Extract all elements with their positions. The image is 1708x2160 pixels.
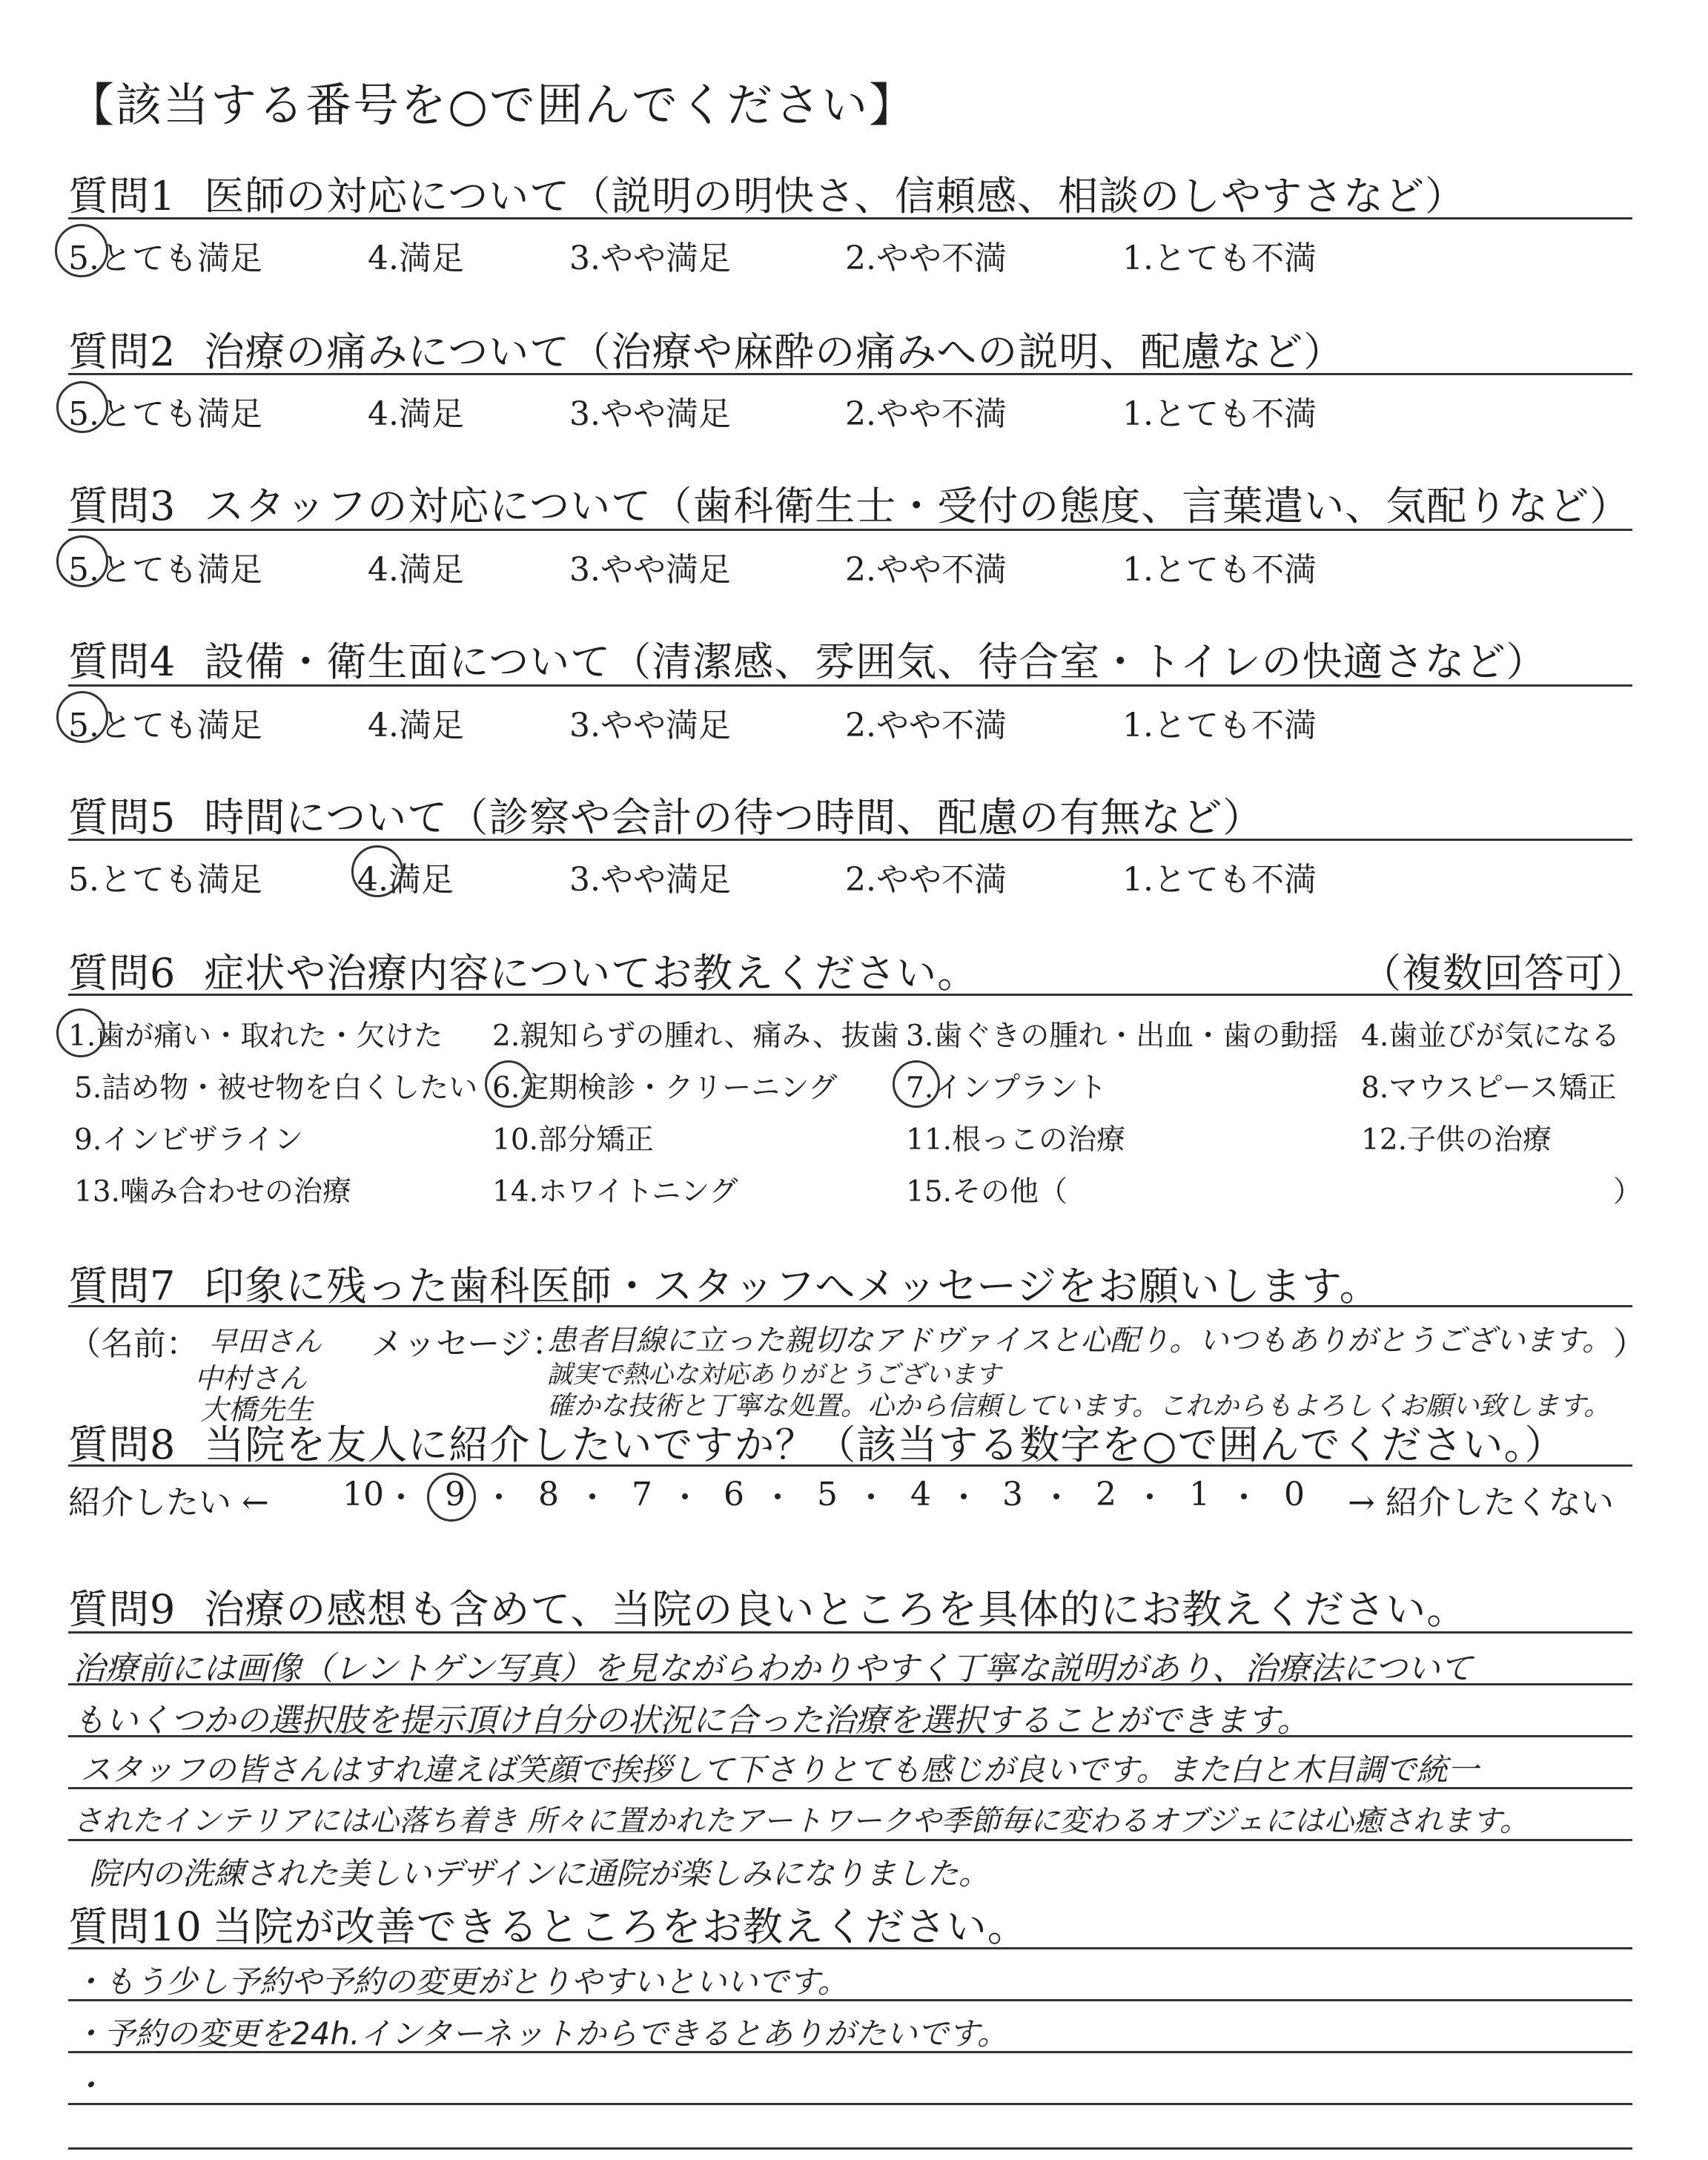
q8-scale-0[interactable]: 0 [1284, 1476, 1305, 1513]
q8-scale-9[interactable]: 9 [445, 1476, 466, 1513]
rule [68, 1305, 1632, 1307]
q6-option-14[interactable]: 14.ホワイトニング [492, 1175, 738, 1209]
q3-option-3[interactable]: 3.やや満足 [569, 551, 731, 589]
question-3-text: スタッフの対応について（歯科衛生士・受付の態度、言葉遣い、気配りなど） [204, 483, 1631, 529]
q3-option-5[interactable]: 5.とても満足 [68, 551, 262, 589]
q7-name-1: 早田さん [209, 1325, 322, 1358]
q4-option-1[interactable]: 1.とても不満 [1122, 707, 1317, 744]
question-3 [68, 475, 1630, 532]
q8-scale-3[interactable]: 3 [1002, 1476, 1023, 1513]
rule [68, 217, 1632, 219]
q8-scale-7[interactable]: 7 [632, 1476, 652, 1513]
question-10 [68, 1895, 1028, 1952]
question-2-text: 治療の痛みについて（治療や麻酔の痛みへの説明、配慮など） [204, 328, 1345, 375]
q7-message-1: 患者目線に立った親切なアドヴァイスと心配り。いつもありがとうございます。 [547, 1324, 1612, 1358]
q8-scale-2[interactable]: 2 [1096, 1476, 1116, 1513]
q9-answer-line-4: されたインテリアには心落ち着き 所々に置かれたアートワークや季節毎に変わるオブジェには心癒されます。 [73, 1804, 1529, 1838]
question-7-label: 質問7 [68, 1263, 176, 1309]
question-4 [68, 630, 1547, 687]
selection-circle [56, 691, 108, 743]
q10-answer-line-2: ・予約の変更を24h.インターネットからできるとありがたいです。 [73, 2015, 1008, 2052]
question-8-text: 当院を友人に紹介したいですか？（該当する数字を○で囲んでください。） [204, 1421, 1566, 1468]
selection-circle [427, 1473, 476, 1522]
q6-option-1[interactable]: 1.歯が痛い・取れた・欠けた [68, 1020, 443, 1053]
q7-close: ） [1613, 1325, 1646, 1363]
scale-separator-dot [682, 1493, 688, 1499]
q6-option-7[interactable]: 7.インプラント [906, 1071, 1108, 1105]
question-4-text: 設備・衛生面について（清潔感、雰囲気、待合室・トイレの快適さなど） [204, 638, 1547, 685]
q3-option-1[interactable]: 1.とても不満 [1122, 551, 1317, 589]
q4-option-5[interactable]: 5.とても満足 [68, 707, 262, 744]
question-2-label: 質問2 [68, 328, 176, 375]
q3-option-4[interactable]: 4.満足 [368, 551, 464, 589]
question-10-text: 当院が改善できるところをお教えください。 [212, 1903, 1028, 1950]
selection-circle [56, 535, 108, 587]
rule [68, 2103, 1632, 2105]
q8-left-label: 紹介したい ← [68, 1484, 269, 1522]
q9-answer-line-1: 治療前には画像（レントゲン写真）を見ながらわかりやすく丁寧な説明があり、治療法について [73, 1650, 1473, 1688]
question-1-text: 医師の対応について（説明の明快さ、信頼感、相談のしやすさなど） [204, 173, 1466, 219]
q5-option-1[interactable]: 1.とても不満 [1122, 861, 1317, 899]
q5-option-4[interactable]: 4.満足 [357, 861, 454, 899]
question-6-note: （複数回答可） [1361, 950, 1646, 997]
question-6 [68, 942, 978, 999]
q2-option-2[interactable]: 2.やや不満 [845, 395, 1007, 433]
q9-answer-line-3: スタッフの皆さんはすれ違えば笑顔で挨拶して下さりとても感じが良いです。また白と木目調で統一 [80, 1751, 1479, 1788]
q1-option-2[interactable]: 2.やや不満 [845, 240, 1007, 277]
scale-separator-dot [775, 1493, 781, 1499]
question-1 [68, 165, 1466, 222]
question-10-label: 質問10 [68, 1903, 202, 1950]
q2-option-1[interactable]: 1.とても不満 [1122, 395, 1317, 433]
q9-answer-line-2: もいくつかの選択肢を提示頂け自分の状況に合った治療を選択することができます。 [73, 1702, 1310, 1740]
q4-option-2[interactable]: 2.やや不満 [845, 707, 1007, 744]
q10-answer-line-1: ・もう少し予約や予約の変更がとりやすいといいです。 [73, 1964, 849, 2000]
rule [68, 1631, 1632, 1634]
question-2 [68, 320, 1344, 377]
q9-answer-line-5: 院内の洗練された美しいデザインに通院が楽しみになりました。 [89, 1855, 990, 1892]
q8-scale-8[interactable]: 8 [538, 1476, 559, 1513]
selection-circle [55, 224, 108, 277]
rule [68, 373, 1632, 375]
form-title: 【該当する番号を○で囲んでください】 [68, 78, 917, 132]
selection-circle [56, 381, 108, 433]
question-3-label: 質問3 [68, 483, 176, 529]
q3-option-2[interactable]: 2.やや不満 [845, 551, 1007, 589]
scale-separator-dot [868, 1493, 874, 1499]
question-1-label: 質問1 [68, 173, 176, 219]
question-5-text: 時間について（診察や会計の待つ時間、配慮の有無など） [204, 794, 1264, 841]
question-8 [68, 1413, 1565, 1470]
q4-option-3[interactable]: 3.やや満足 [569, 707, 731, 744]
q7-message-label: メッセージ： [371, 1325, 565, 1363]
rule [68, 684, 1632, 687]
q1-option-3[interactable]: 3.やや満足 [569, 240, 731, 277]
scale-separator-dot [496, 1493, 502, 1499]
scale-separator-dot [961, 1493, 967, 1499]
q1-option-5[interactable]: 5.とても満足 [68, 240, 262, 277]
q8-right-label: → 紹介したくない [1348, 1484, 1614, 1522]
q6-option-15-close: ） [1613, 1175, 1643, 1209]
q4-option-4[interactable]: 4.満足 [368, 707, 464, 744]
q6-option-3[interactable]: 3.歯ぐきの腫れ・出血・歯の動揺 [906, 1020, 1339, 1053]
rule [68, 529, 1632, 531]
q8-scale-6[interactable]: 6 [724, 1476, 744, 1513]
q8-scale-1[interactable]: 1 [1189, 1476, 1210, 1513]
q2-option-4[interactable]: 4.満足 [368, 395, 464, 433]
rule [68, 1464, 1632, 1467]
q6-option-13[interactable]: 13.噛み合わせの治療 [74, 1175, 352, 1209]
q5-option-2[interactable]: 2.やや不満 [845, 861, 1007, 899]
q10-answer-line-3: ・ [73, 2067, 105, 2104]
q6-option-11[interactable]: 11.根っこの治療 [906, 1123, 1126, 1157]
q5-option-3[interactable]: 3.やや満足 [569, 861, 731, 899]
scale-separator-dot [398, 1493, 404, 1499]
question-8-label: 質問8 [68, 1421, 176, 1468]
rule [68, 994, 1632, 996]
q7-message-2: 誠実で熱心な対応ありがとうございます [547, 1360, 1001, 1390]
question-6-text: 症状や治療内容についてお教えください。 [204, 950, 979, 997]
q6-option-15[interactable]: 15.その他（ [906, 1175, 1068, 1209]
selection-circle [485, 1060, 532, 1108]
question-9-text: 治療の感想も含めて、当院の良いところを具体的にお教えください。 [204, 1586, 1468, 1633]
q6-option-10[interactable]: 10.部分矯正 [492, 1123, 655, 1157]
selection-circle [893, 1060, 940, 1108]
q1-option-1[interactable]: 1.とても不満 [1122, 240, 1317, 277]
selection-circle [351, 845, 403, 897]
q6-option-8[interactable]: 8.マウスピース矯正 [1361, 1071, 1617, 1105]
q7-name-2: 中村さん [194, 1362, 308, 1395]
scale-separator-dot [1147, 1493, 1153, 1499]
q1-option-4[interactable]: 4.満足 [368, 240, 464, 277]
rule [68, 1947, 1632, 1949]
scale-separator-dot [589, 1493, 595, 1499]
q5-option-5[interactable]: 5.とても満足 [68, 861, 262, 899]
q8-scale-10[interactable]: 10 [342, 1476, 384, 1513]
rule [68, 2147, 1632, 2150]
q6-option-9[interactable]: 9.インビザライン [74, 1123, 304, 1157]
q8-scale-5[interactable]: 5 [817, 1476, 838, 1513]
q6-option-6[interactable]: 6.定期検診・クリーニング [492, 1071, 838, 1105]
question-7 [68, 1255, 1380, 1312]
question-7-text: 印象に残った歯科医師・スタッフへメッセージをお願いします。 [204, 1263, 1380, 1309]
q2-option-3[interactable]: 3.やや満足 [569, 395, 731, 433]
q6-option-4[interactable]: 4.歯並びが気になる [1361, 1020, 1621, 1053]
q7-message-3: 確かな技術と丁寧な処置。心から信頼しています。これからもよろしくお願い致します。 [547, 1391, 1611, 1421]
q8-scale-4[interactable]: 4 [910, 1476, 931, 1513]
question-4-label: 質問4 [68, 638, 176, 685]
q6-option-12[interactable]: 12.子供の治療 [1361, 1123, 1552, 1157]
rule [68, 839, 1632, 841]
selection-circle [56, 1008, 105, 1057]
q7-name-label: （名前： [68, 1325, 199, 1363]
question-5 [68, 786, 1263, 843]
q6-option-5[interactable]: 5.詰め物・被せ物を白くしたい [74, 1071, 478, 1105]
question-6-label: 質問6 [68, 950, 176, 997]
q6-option-2[interactable]: 2.親知らずの腫れ、痛み、抜歯 [492, 1020, 899, 1053]
question-9 [68, 1578, 1467, 1635]
q2-option-5[interactable]: 5.とても満足 [68, 395, 262, 433]
q7-name-3: 大橋先生 [200, 1393, 314, 1426]
scale-separator-dot [1241, 1493, 1247, 1499]
question-5-label: 質問5 [68, 794, 176, 841]
question-9-label: 質問9 [68, 1586, 176, 1633]
scale-separator-dot [1053, 1493, 1059, 1499]
